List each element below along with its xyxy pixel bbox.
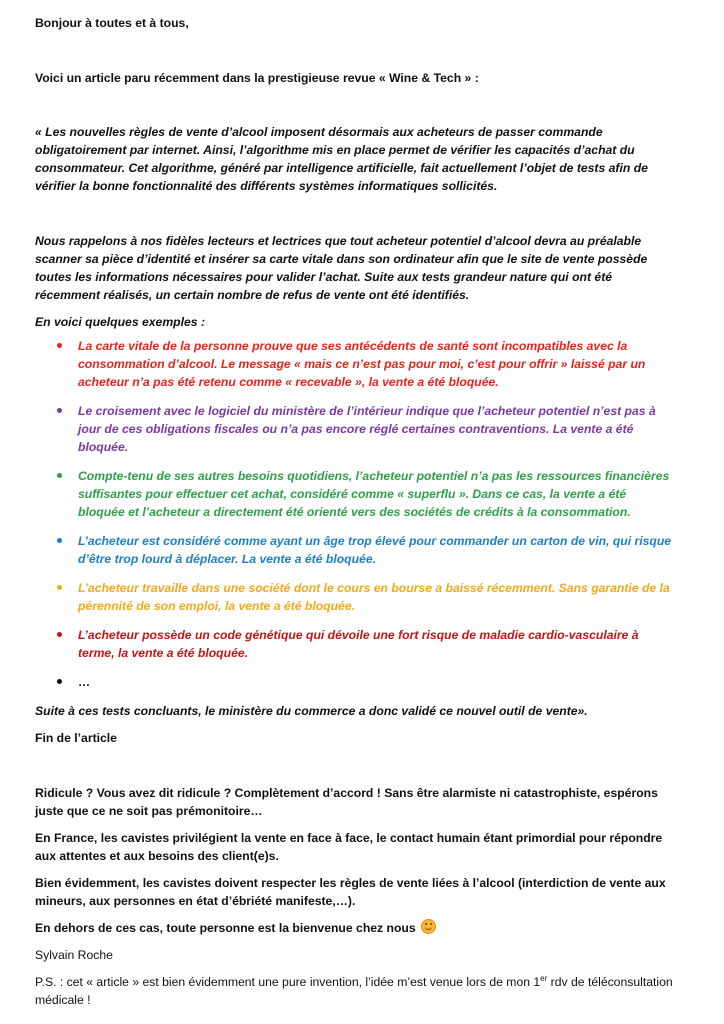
paragraph-rules: Bien évidemment, les cavistes doivent respecter les règles de vente liées à l’alcool (interdiction de vente aux mineurs, aux personnes en état d’ébriété manifeste,…).	[35, 876, 666, 908]
greeting: Bonjour à toutes et à tous,	[35, 16, 189, 30]
list-item-text: …	[78, 675, 91, 689]
bullet-icon	[57, 408, 62, 413]
list-item-text: L’acheteur travaille dans une société dont le cours en bourse a baissé récemment. Sans garantie de la pérennité de son emploi, la vente a été bloquée.	[78, 581, 670, 613]
paragraph-welcome-text: En dehors de ces cas, toute personne est la bienvenue chez nous	[35, 921, 416, 935]
list-item-text: Compte-tenu de ses autres besoins quotidiens, l’acheteur potentiel n’a pas les ressources financières suffisantes pour effectuer cet achat, considéré comme « superflu ». Dans ce cas, la vente a été bloquée et l’acheteur a directement été orienté vers des sociétés de crédits à la consommation.	[78, 469, 670, 519]
bullet-icon	[57, 632, 62, 637]
postscript	[35, 973, 674, 1009]
paragraph-ridicule: Ridicule ? Vous avez dit ridicule ? Complètement d’accord ! Sans être alarmiste ni catastrophiste, espérons juste que ce ne soit pas prémonitoire…	[35, 786, 658, 818]
article-quote-paragraph-2: Nous rappelons à nos fidèles lecteurs et lectrices que tout acheteur potentiel d’alcool devra au préalable scanner sa pièce d’identité et insérer sa carte vitale dans son ordinateur afin que le site de vente possède toutes les informations nécessaires pour valider l’achat. Suite aux tests grandeur nature qui ont été récemment réalisés, un certain nombre de refus de vente ont été identifiés.	[35, 234, 648, 302]
list-item	[35, 402, 674, 456]
list-item	[35, 532, 674, 568]
bullet-icon	[57, 473, 62, 478]
article-quote-paragraph-1: « Les nouvelles règles de vente d’alcool imposent désormais aux acheteurs de passer commande obligatoirement par internet. Ainsi, l’algorithme mis en place permet de vérifier les capacités d’achat du consommateur. Cet algorithme, généré par intelligence artificielle, fait actuellement l’objet de tests afin de vérifier la bonne fonctionnalité des différents systèmes informatiques sollicités.	[35, 125, 648, 193]
list-item	[35, 626, 674, 662]
examples-list	[35, 337, 674, 691]
list-item	[35, 337, 674, 391]
bullet-icon	[57, 679, 62, 684]
smiley-face-icon	[421, 919, 436, 934]
list-item	[35, 467, 674, 521]
paragraph-welcome	[35, 919, 674, 937]
list-item	[35, 579, 674, 615]
intro-paragraph: Voici un article paru récemment dans la prestigieuse revue « Wine & Tech » :	[35, 71, 479, 85]
list-item	[35, 673, 674, 691]
postscript-superscript: er	[540, 973, 548, 983]
postscript-text-end: rdv de téléconsultation médicale !	[35, 975, 673, 1007]
paragraph-france: En France, les cavistes privilégient la vente en face à face, le contact humain étant primordial pour répondre aux attentes et aux besoins des client(e)s.	[35, 831, 663, 863]
signature: Sylvain Roche	[35, 948, 113, 962]
bullet-icon	[57, 343, 62, 348]
bullet-icon	[57, 585, 62, 590]
list-item-text: Le croisement avec le logiciel du ministère de l’intérieur indique que l’acheteur potentiel n’est pas à jour de ces obligations fiscales ou n’a pas encore réglé certaines contraventions. La vente a été bloquée.	[78, 404, 656, 454]
list-item-text: L’acheteur possède un code génétique qui dévoile une fort risque de maladie cardio-vasculaire à terme, la vente a été bloquée.	[78, 628, 639, 660]
list-item-text: L’acheteur est considéré comme ayant un âge trop élevé pour commander un carton de vin, qui risque d’être trop lourd à déplacer. La vente a été bloquée.	[78, 534, 672, 566]
list-item-text: La carte vitale de la personne prouve que ses antécédents de santé sont incompatibles avec la consommation d’alcool. Le message « mais ce n’est pas pour moi, c’est pour offrir » laissé par un acheteur n’a pas été retenu comme « recevable », la vente a été bloquée.	[78, 339, 646, 389]
article-conclusion: Suite à ces tests concluants, le ministère du commerce a donc validé ce nouvel outil de vente».	[35, 704, 588, 718]
article-end-label: Fin de l’article	[35, 731, 117, 745]
examples-title: En voici quelques exemples :	[35, 315, 206, 329]
postscript-text-start: P.S. : cet « article » est bien évidemment une pure invention, l’idée m’est venue lors de mon 1	[35, 975, 541, 989]
bullet-icon	[57, 538, 62, 543]
